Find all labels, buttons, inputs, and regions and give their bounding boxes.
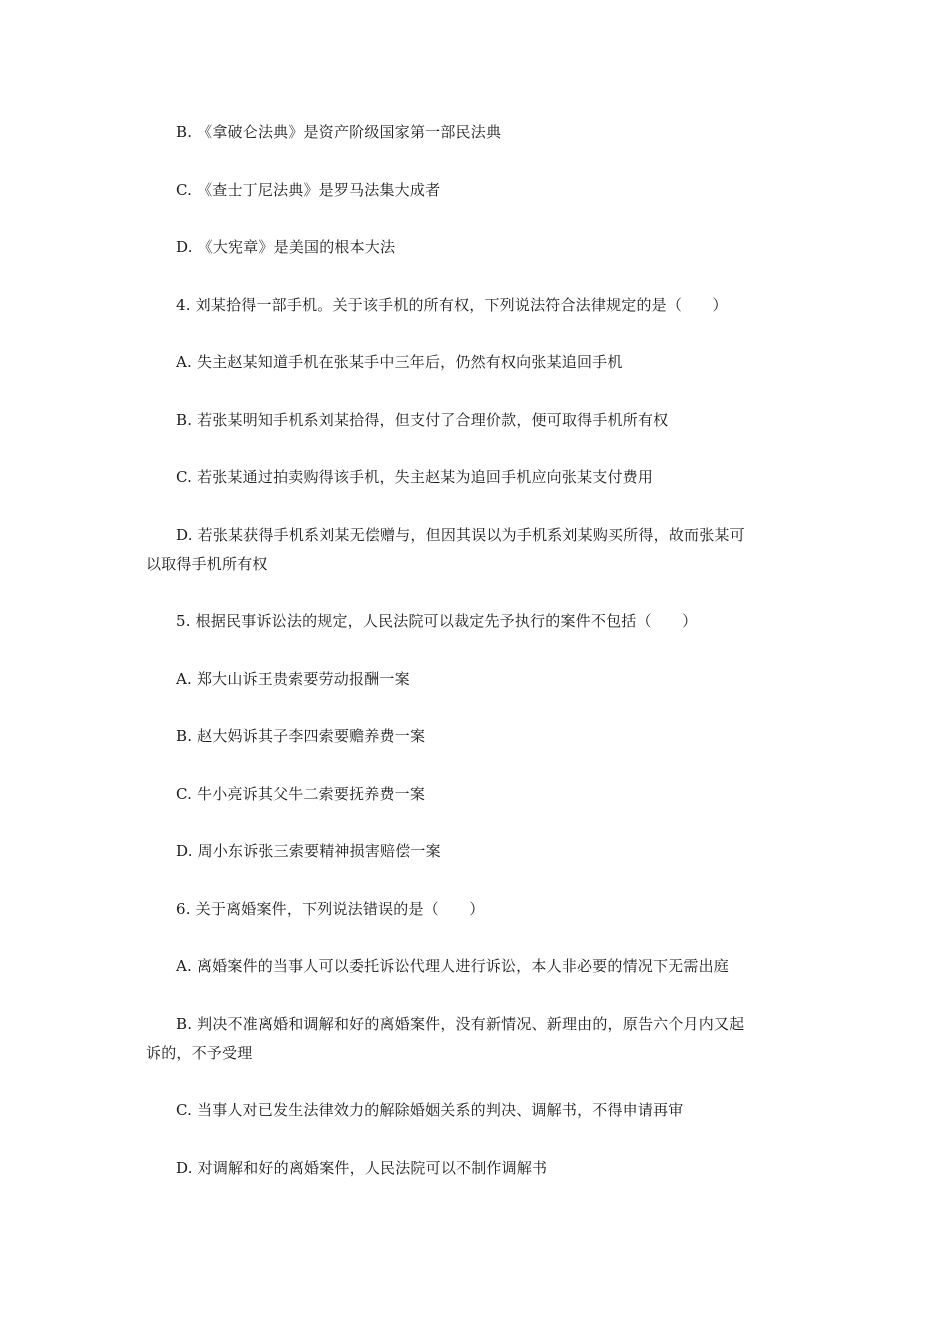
option-a-q4: A. 失主赵某知道手机在张某手中三年后，仍然有权向张某追回手机 (176, 353, 623, 371)
question-6: 6. 关于离婚案件，下列说法错误的是（ ） (176, 900, 485, 918)
option-a-q6: A. 离婚案件的当事人可以委托诉讼代理人进行诉讼，本人非必要的情况下无需出庭 (176, 957, 729, 975)
option-d-q3: D. 《大宪章》是美国的根本大法 (176, 238, 396, 256)
option-d-q5: D. 周小东诉张三索要精神损害赔偿一案 (176, 842, 441, 860)
option-c-q4: C. 若张某通过拍卖购得该手机，失主赵某为追回手机应向张某支付费用 (176, 468, 654, 486)
option-a-q5: A. 郑大山诉王贵索要劳动报酬一案 (176, 670, 410, 688)
option-b-q4: B. 若张某明知手机系刘某拾得，但支付了合理价款，便可取得手机所有权 (176, 411, 669, 429)
option-c-q6: C. 当事人对已发生法律效力的解除婚姻关系的判决、调解书，不得申请再审 (176, 1101, 684, 1119)
option-d-q4-continued: 以取得手机所有权 (146, 555, 268, 573)
option-d-q6: D. 对调解和好的离婚案件，人民法院可以不制作调解书 (176, 1159, 548, 1177)
option-b-q5: B. 赵大妈诉其子李四索要赡养费一案 (176, 727, 426, 745)
option-c-q5: C. 牛小亮诉其父牛二索要抚养费一案 (176, 785, 426, 803)
option-b-q6-continued: 诉的，不予受理 (146, 1044, 253, 1062)
option-b-q6: B. 判决不准离婚和调解和好的离婚案件，没有新情况、新理由的，原告六个月内又起 (176, 1015, 745, 1033)
option-c-q3: C. 《查士丁尼法典》是罗马法集大成者 (176, 181, 441, 199)
question-4: 4. 刘某拾得一部手机。关于该手机的所有权，下列说法符合法律规定的是（ ） (176, 296, 728, 314)
question-5: 5. 根据民事诉讼法的规定，人民法院可以裁定先予执行的案件不包括（ ） (176, 612, 698, 630)
option-d-q4: D. 若张某获得手机系刘某无偿赠与，但因其误以为手机系刘某购买所得，故而张某可 (176, 526, 745, 544)
option-b-q3: B. 《拿破仑法典》是资产阶级国家第一部民法典 (176, 123, 502, 141)
